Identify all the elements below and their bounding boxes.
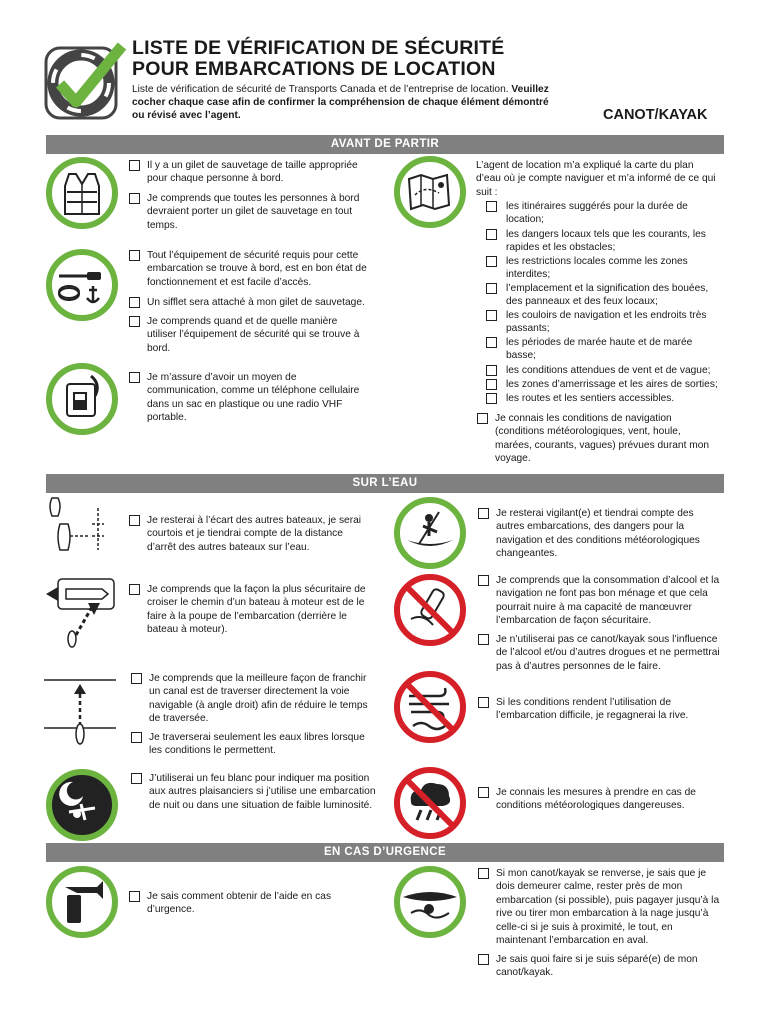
checkbox[interactable] (129, 891, 140, 902)
checkbox[interactable] (486, 283, 497, 294)
map-checklist-item[interactable]: l’emplacement et la signification des bouées, des panneaux et des feux locaux; (486, 282, 726, 309)
checklist-item[interactable]: Je resterai vigilant(e) et tiendrai compte des autres embarcations, des dangers pour la navigation et des conditions météorologiques changeantes. (477, 507, 722, 561)
checkbox[interactable] (129, 160, 140, 171)
checklist-item[interactable]: J’utiliserai un feu blanc pour indiquer ma position aux autres plaisanciers si j’utilise une embarcation de nuit ou dans une situation de faible luminosité. (130, 772, 380, 812)
checklist-item[interactable]: Tout l’équipement de sécurité requis pour cette embarcation se trouve à bord, est en bon état de fonctionnement et est facile d’accès. (128, 249, 383, 289)
checkbox[interactable] (129, 297, 140, 308)
section-emergency-header: EN CAS D’URGENCE (46, 843, 724, 862)
checkbox[interactable] (478, 697, 489, 708)
checkmark-lifebuoy-icon (38, 40, 130, 128)
checkbox[interactable] (486, 310, 497, 321)
checklist-item[interactable]: Si mon canot/kayak se renverse, je sais que je dois demeurer calme, rester près de mon embarcation (si possible), puis pagayer jusqu’à la rive ou tirer mon embarcation à la nage jusqu’à celle-ci si je suis à proximité, le tout, en maintenant l’embarcation en aval. (477, 867, 722, 947)
checkbox[interactable] (129, 584, 140, 595)
checklist-item[interactable]: Je connais les mesures à prendre en cas de conditions météorologiques dangereuses. (477, 786, 722, 813)
checkbox[interactable] (131, 732, 142, 743)
checklist-item[interactable]: Je m’assure d’avoir un moyen de communication, comme un téléphone cellulaire dans un sac en plastique ou une radio VHF portable. (128, 371, 368, 425)
map-checklist-item[interactable]: les conditions attendues de vent et de vague; (486, 364, 731, 377)
intro-text: Liste de vérification de sécurité de Transports Canada et de l’entreprise de location. Veuillez cocher chaque case afin de confirmer la compréhension de chaque élément démontré ou révisé avec l’agent. (132, 84, 549, 121)
map-checklist-item[interactable]: les itinéraires suggérés pour la durée de location; (486, 200, 716, 227)
checkbox[interactable] (131, 673, 142, 684)
no-alcohol-icon (393, 573, 467, 647)
checkbox[interactable] (486, 229, 497, 240)
checkbox[interactable] (129, 372, 140, 383)
checkbox[interactable] (478, 787, 489, 798)
map-checklist-item[interactable]: les restrictions locales comme les zones interdites; (486, 255, 716, 282)
section-water-header: SUR L’EAU (46, 474, 724, 493)
map-intro-text: L’agent de location m’a expliqué la carte du plan d’eau où je compte naviguer et m’a informé de ce qui suit : (476, 160, 716, 198)
checkbox[interactable] (478, 954, 489, 965)
map-checklist-item[interactable]: les couloirs de navigation et les endroits très passants; (486, 309, 716, 336)
section-before-header: AVANT DE PARTIR (46, 135, 724, 154)
checkbox[interactable] (129, 193, 140, 204)
checkbox[interactable] (486, 256, 497, 267)
capsize-icon (393, 865, 467, 939)
lifejacket-icon (45, 156, 119, 230)
checklist-item[interactable]: Je comprends quand et de quelle manière utiliser l’équipement de sécurité qui se trouve à bord. (128, 315, 368, 355)
no-storm-icon (393, 766, 467, 840)
checklist-item[interactable]: Un sifflet sera attaché à mon gilet de sauvetage. (128, 296, 388, 309)
checkbox[interactable] (478, 868, 489, 879)
checkbox[interactable] (478, 634, 489, 645)
phone-in-bag-icon (45, 362, 119, 436)
checklist-item[interactable]: Il y a un gilet de sauvetage de taille appropriée pour chaque personne à bord. (128, 159, 368, 186)
map-checklist-item[interactable]: les périodes de marée haute et de marée basse; (486, 336, 716, 363)
checkbox[interactable] (486, 393, 497, 404)
checklist-item[interactable]: Je sais comment obtenir de l’aide en cas d’urgence. (128, 890, 368, 917)
checklist-item[interactable]: Si les conditions rendent l’utilisation de l’embarcation difficile, je regagnerai la rive. (477, 696, 722, 723)
checkbox[interactable] (131, 773, 142, 784)
no-wind-icon (393, 670, 467, 744)
channel-crossing-icon (44, 668, 116, 748)
checkbox[interactable] (129, 250, 140, 261)
checklist-item[interactable]: Je traverserai seulement les eaux libres lorsque les conditions le permettent. (130, 731, 370, 758)
checkbox[interactable] (486, 201, 497, 212)
checkbox[interactable] (478, 575, 489, 586)
checklist-item[interactable]: Je comprends que la meilleure façon de franchir un canal est de traverser directement la voie navigable (à angle droit) afin de réduire le temps de traversée. (130, 672, 380, 726)
map-icon (393, 155, 467, 229)
checklist-item[interactable]: Je n’utiliserai pas ce canot/kayak sous l’influence de l’alcool et/ou d’autres drogues et ne permettrai pas à d’autres personnes de le faire. (477, 633, 722, 673)
stern-crossing-icon (42, 573, 122, 649)
checkbox[interactable] (129, 515, 140, 526)
air-horn-icon (45, 865, 119, 939)
checklist-item[interactable]: Je connais les conditions de navigation (conditions météorologiques, vent, houle, marées, courants, vagues) prévues durant mon voyage. (476, 412, 716, 466)
night-light-icon (45, 768, 119, 842)
checklist-item[interactable]: Je resterai à l’écart des autres bateaux, je serai courtois et je tiendrai compte de la distance d’arrêt des autres bateaux sur l’eau. (128, 514, 368, 554)
checkbox[interactable] (129, 316, 140, 327)
safety-equipment-icon (45, 248, 119, 322)
checklist-item[interactable]: Je comprends que la façon la plus sécuritaire de croiser le chemin d’un bateau à moteur est de le faire à la poupe de l’embarcation (derrière le bateau à moteur). (128, 583, 378, 637)
checklist-item[interactable]: Je comprends que la consommation d’alcool et la navigation ne font pas bon ménage et que cela pourrait nuire à ma capacité de manœuvrer l’embarcation de façon sécuritaire. (477, 574, 727, 628)
checkbox[interactable] (486, 379, 497, 390)
checkbox[interactable] (486, 365, 497, 376)
map-checklist-item[interactable]: les dangers locaux tels que les courants, les rapides et les obstacles; (486, 228, 716, 255)
checkbox[interactable] (486, 337, 497, 348)
boat-distance-icon (44, 494, 120, 564)
page-title: LISTE DE VÉRIFICATION DE SÉCURITÉ POUR EMBARCATIONS DE LOCATION (132, 37, 505, 80)
map-checklist-item[interactable]: les zones d’amerrissage et les aires de sorties; (486, 378, 731, 391)
checkbox[interactable] (477, 413, 488, 424)
vessel-type-badge: CANOT/KAYAK (603, 107, 708, 123)
checklist-item[interactable]: Je comprends que toutes les personnes à bord devraient porter un gilet de sauvetage en tout temps. (128, 192, 378, 232)
checkbox[interactable] (478, 508, 489, 519)
checklist-item[interactable]: Je sais quoi faire si je suis séparé(e) de mon canot/kayak. (477, 953, 722, 980)
map-checklist-item[interactable]: les routes et les sentiers accessibles. (486, 392, 731, 405)
kayaker-icon (393, 496, 467, 570)
